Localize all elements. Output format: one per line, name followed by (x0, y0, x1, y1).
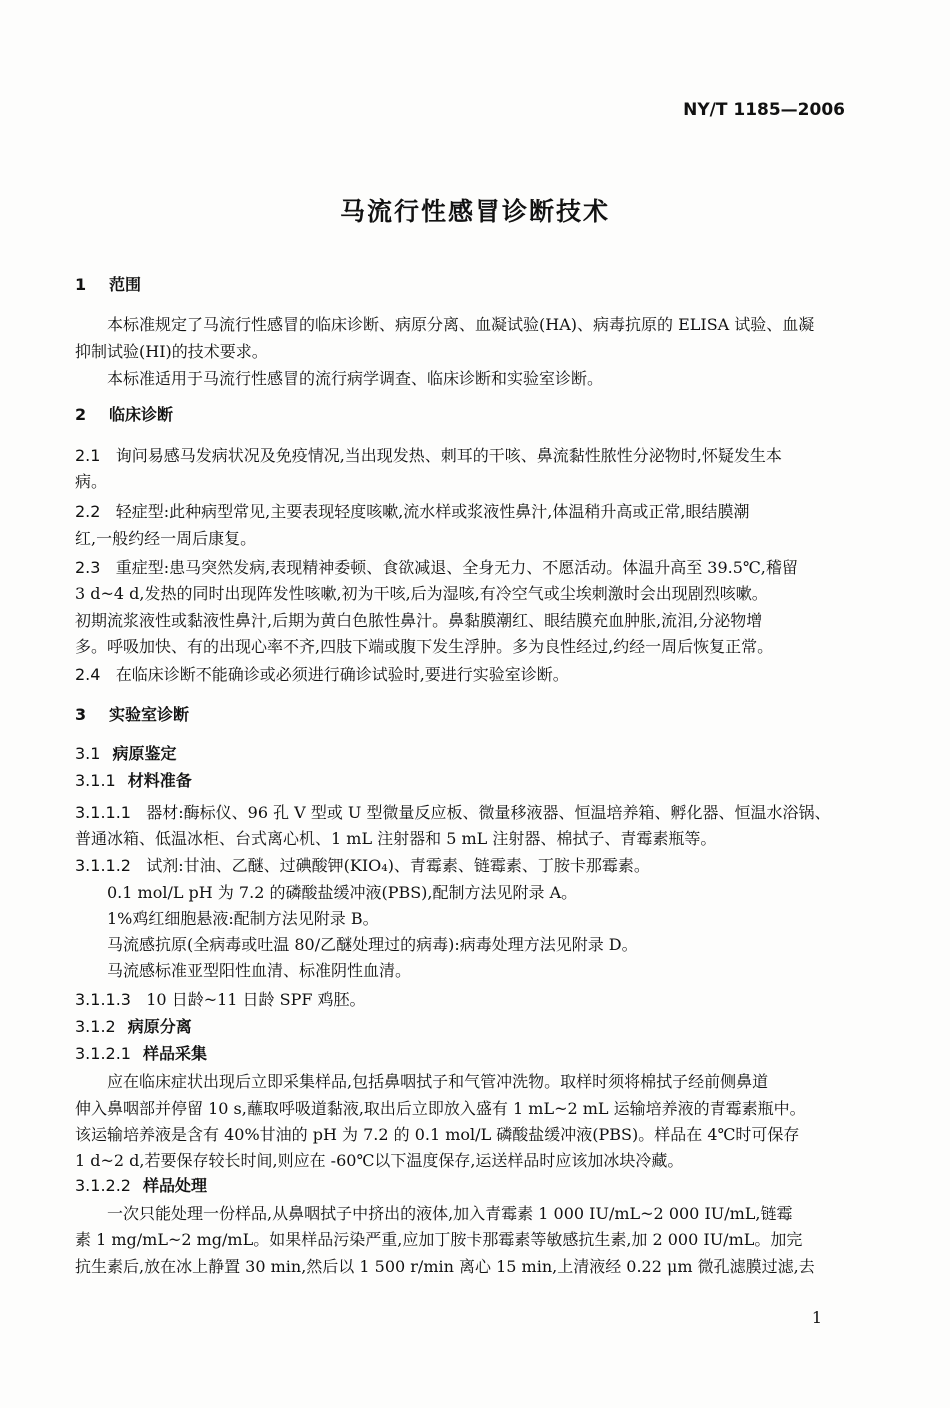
clause-2-2 (75, 499, 749, 522)
clause-number: 3.1.1.3 (75, 990, 131, 1009)
subsection-3-1-2-2-heading (75, 1173, 207, 1196)
subsection-title: 样品采集 (142, 1044, 207, 1063)
clause-text: 器材:酶标仪、96 孔 V 型或 U 型微量反应板、微量移液器、恒温培养箱、孵化器、恒温水浴锅、 (146, 803, 831, 822)
document-title: 马流行性感冒诊断技术 (339, 197, 610, 226)
paragraph-line: 0.1 mol/L pH 为 7.2 的磷酸盐缓冲液(PBS),配制方法见附录 A。 (107, 883, 578, 902)
clause-text: 重症型:患马突然发病,表现精神委顿、食欲减退、全身无力、不愿活动。体温升高至 39.5℃,稽留 (115, 558, 798, 577)
paragraph-line: 素 1 mg/mL~2 mg/mL。如果样品污染严重,应加丁胺卡那霉素等敏感抗生素,加 2 000 IU/mL。加完 (75, 1230, 803, 1249)
clause-2-4 (75, 662, 569, 685)
clause-number: 3.1.2 (75, 1017, 116, 1036)
paragraph-line: 一次只能处理一份样品,从鼻咽拭子中挤出的液体,加入青霉素 1 000 IU/mL~2 000 IU/mL,链霉 (107, 1204, 793, 1223)
clause-number: 3.1.1.2 (75, 856, 131, 875)
section-number: 1 (75, 275, 87, 294)
paragraph-line: 1 d~2 d,若要保存较长时间,则应在 -60℃以下温度保存,运送样品时应该加冰块冷藏。 (75, 1151, 684, 1170)
clause-number: 3.1.1.1 (75, 803, 131, 822)
clause-number: 3.1.1 (75, 771, 116, 790)
subsection-title: 材料准备 (127, 771, 192, 790)
subsection-title: 病原鉴定 (112, 744, 177, 763)
section-title: 范围 (109, 275, 142, 294)
subsection-title: 病原分离 (127, 1017, 192, 1036)
clause-number: 2.1 (75, 446, 101, 465)
paragraph-line: 马流感标准亚型阳性血清、标准阴性血清。 (107, 961, 412, 980)
paragraph-line: 该运输培养液是含有 40%甘油的 pH 为 7.2 的 0.1 mol/L 磷酸盐缓冲液(PBS)。样品在 4℃时可保存 (75, 1125, 800, 1144)
section-title: 临床诊断 (109, 405, 174, 424)
paragraph-line: 伸入鼻咽部并停留 10 s,蘸取呼吸道黏液,取出后立即放入盛有 1 mL~2 mL 运输培养液的青霉素瓶中。 (75, 1099, 806, 1118)
clause-text: 在临床诊断不能确诊或必须进行确诊试验时,要进行实验室诊断。 (115, 665, 569, 684)
paragraph-line: 本标准适用于马流行性感冒的流行病学调查、临床诊断和实验室诊断。 (107, 369, 604, 388)
clause-number: 2.3 (75, 558, 101, 577)
page-number: 1 (811, 1308, 822, 1327)
clause-text: 试剂:甘油、乙醚、过碘酸钾(KIO₄)、青霉素、链霉素、丁胺卡那霉素。 (146, 856, 650, 875)
paragraph-line: 本标准规定了马流行性感冒的临床诊断、病原分离、血凝试验(HA)、病毒抗原的 ELISA 试验、血凝 (107, 315, 815, 334)
clause-3-1-1-1 (75, 800, 830, 823)
section-1-heading (75, 272, 141, 295)
standard-number: NY/T 1185—2006 (683, 100, 845, 120)
clause-text: 10 日龄~11 日龄 SPF 鸡胚。 (146, 990, 366, 1009)
paragraph-line: 病。 (75, 472, 108, 491)
clause-2-3 (75, 555, 798, 578)
paragraph-line: 抑制试验(HI)的技术要求。 (75, 342, 268, 361)
section-3-heading (75, 702, 189, 725)
clause-text: 轻症型:此种病型常见,主要表现轻度咳嗽,流水样或浆液性鼻汁,体温稍升高或正常,眼结膜潮 (115, 502, 750, 521)
section-2-heading (75, 402, 173, 425)
clause-number: 3.1 (75, 744, 101, 763)
clause-number: 3.1.2.2 (75, 1176, 131, 1195)
clause-3-1-1-2 (75, 853, 650, 876)
clause-number: 2.4 (75, 665, 101, 684)
paragraph-line: 马流感抗原(全病毒或吐温 80/乙醚处理过的病毒):病毒处理方法见附录 D。 (107, 935, 638, 954)
clause-2-1 (75, 443, 782, 466)
subsection-3-1-1-heading (75, 768, 192, 791)
subsection-3-1-2-1-heading (75, 1041, 207, 1064)
paragraph-line: 普通冰箱、低温冰柜、台式离心机、1 mL 注射器和 5 mL 注射器、棉拭子、青霉素瓶等。 (75, 829, 717, 848)
paragraph-line: 应在临床症状出现后立即采集样品,包括鼻咽拭子和气管冲洗物。取样时须将棉拭子经前侧鼻道 (107, 1072, 769, 1091)
paragraph-line: 红,一般约经一周后康复。 (75, 529, 257, 548)
clause-number: 3.1.2.1 (75, 1044, 131, 1063)
clause-3-1-1-3 (75, 987, 366, 1010)
section-number: 2 (75, 405, 87, 424)
clause-number: 2.2 (75, 502, 101, 521)
subsection-3-1-2-heading (75, 1014, 192, 1037)
subsection-3-1-heading (75, 741, 176, 764)
section-number: 3 (75, 705, 87, 724)
paragraph-line: 3 d~4 d,发热的同时出现阵发性咳嗽,初为干咳,后为湿咳,有冷空气或尘埃刺激时会出现剧烈咳嗽。 (75, 584, 768, 603)
paragraph-line: 抗生素后,放在冰上静置 30 min,然后以 1 500 r/min 离心 15 min,上清液经 0.22 μm 微孔滤膜过滤,去 (75, 1257, 815, 1276)
paragraph-line: 初期流浆液性或黏液性鼻汁,后期为黄白色脓性鼻汁。鼻黏膜潮红、眼结膜充血肿胀,流泪,分泌物增 (75, 611, 763, 630)
clause-text: 询问易感马发病状况及免疫情况,当出现发热、刺耳的干咳、鼻流黏性脓性分泌物时,怀疑发生本 (115, 446, 782, 465)
paragraph-line: 多。呼吸加快、有的出现心率不齐,四肢下端或腹下发生浮肿。多为良性经过,约经一周后恢复正常。 (75, 637, 774, 656)
section-title: 实验室诊断 (109, 705, 190, 724)
subsection-title: 样品处理 (142, 1176, 207, 1195)
paragraph-line: 1%鸡红细胞悬液:配制方法见附录 B。 (107, 909, 379, 928)
